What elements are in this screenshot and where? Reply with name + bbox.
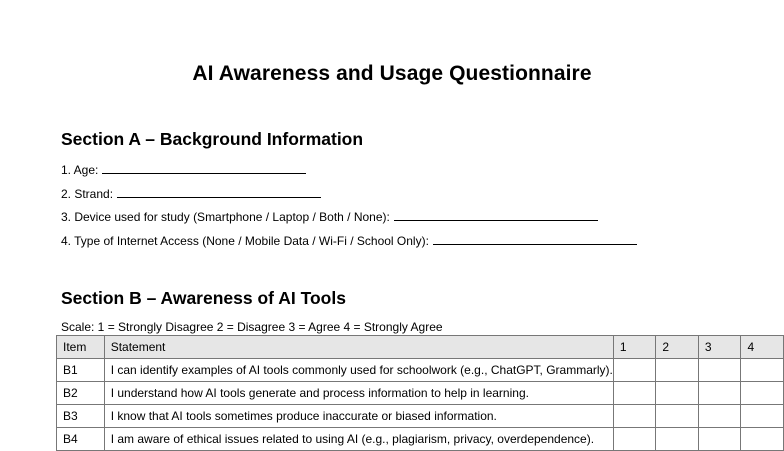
rating-cell-3[interactable] — [698, 428, 741, 451]
rating-cell-4[interactable] — [741, 405, 784, 428]
rating-cell-4[interactable] — [741, 382, 784, 405]
header-rating-2: 2 — [656, 336, 699, 359]
internet-label: 4. Type of Internet Access (None / Mobile Data / Wi-Fi / School Only): — [61, 234, 429, 248]
header-statement: Statement — [104, 336, 613, 359]
statement-text: I understand how AI tools generate and process information to help in learning. — [104, 382, 613, 405]
statement-text: I can identify examples of AI tools commonly used for schoolwork (e.g., ChatGPT, Grammarly). — [104, 359, 613, 382]
table-header-row — [57, 336, 784, 359]
header-rating-3: 3 — [698, 336, 741, 359]
rating-cell-1[interactable] — [613, 382, 656, 405]
rating-cell-4[interactable] — [741, 428, 784, 451]
table-row — [57, 428, 784, 451]
age-blank[interactable] — [102, 162, 306, 174]
rating-cell-2[interactable] — [656, 359, 699, 382]
rating-cell-3[interactable] — [698, 359, 741, 382]
rating-cell-3[interactable] — [698, 405, 741, 428]
statement-text: I am aware of ethical issues related to using AI (e.g., plagiarism, privacy, overdependence). — [104, 428, 613, 451]
item-code: B1 — [57, 359, 105, 382]
item-code: B4 — [57, 428, 105, 451]
rating-cell-2[interactable] — [656, 428, 699, 451]
device-label: 3. Device used for study (Smartphone / Laptop / Both / None): — [61, 210, 390, 224]
table-row — [57, 382, 784, 405]
device-blank[interactable] — [394, 209, 598, 221]
page-title: AI Awareness and Usage Questionnaire — [192, 62, 592, 85]
internet-field — [61, 233, 637, 248]
rating-cell-3[interactable] — [698, 382, 741, 405]
device-field — [61, 209, 598, 224]
rating-cell-2[interactable] — [656, 382, 699, 405]
section-b-heading: Section B – Awareness of AI Tools — [61, 288, 346, 308]
strand-field — [61, 186, 321, 201]
header-rating-4: 4 — [741, 336, 784, 359]
awareness-table — [56, 335, 784, 451]
rating-cell-1[interactable] — [613, 428, 656, 451]
strand-blank[interactable] — [117, 186, 321, 198]
rating-cell-1[interactable] — [613, 405, 656, 428]
rating-cell-1[interactable] — [613, 359, 656, 382]
rating-scale-text: Scale: 1 = Strongly Disagree 2 = Disagree 3 = Agree 4 = Strongly Agree — [61, 320, 443, 334]
section-a-heading: Section A – Background Information — [61, 129, 364, 149]
header-rating-1: 1 — [613, 336, 656, 359]
rating-cell-4[interactable] — [741, 359, 784, 382]
rating-cell-2[interactable] — [656, 405, 699, 428]
header-item: Item — [57, 336, 105, 359]
item-code: B3 — [57, 405, 105, 428]
age-label: 1. Age: — [61, 163, 99, 177]
table-row — [57, 405, 784, 428]
strand-label: 2. Strand: — [61, 187, 114, 201]
statement-text: I know that AI tools sometimes produce inaccurate or biased information. — [104, 405, 613, 428]
age-field — [61, 162, 306, 177]
item-code: B2 — [57, 382, 105, 405]
table-row — [57, 359, 784, 382]
internet-blank[interactable] — [433, 233, 637, 245]
